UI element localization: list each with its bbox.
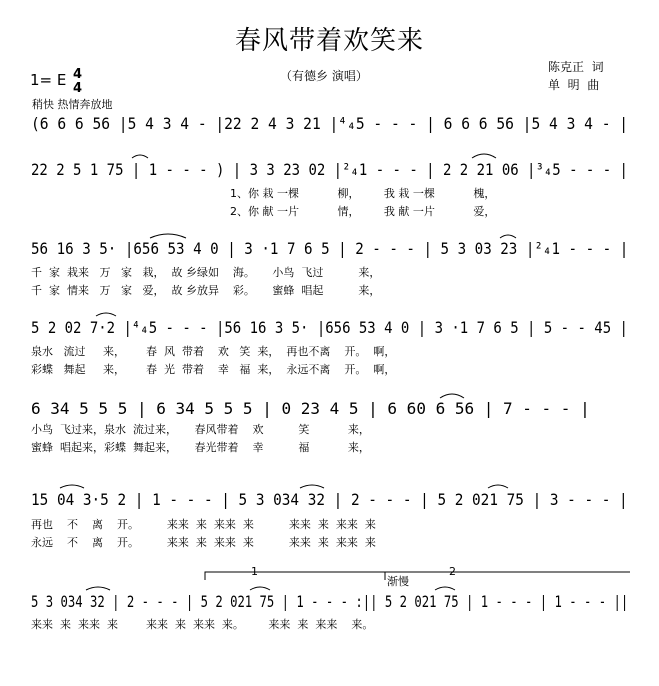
- slur: [472, 154, 496, 158]
- slur: [132, 155, 148, 158]
- slur: [440, 394, 464, 398]
- system-2-notes: 22 2 5 1 75 | 1 - - - ) | 3 3 23 02 |²₄1 - - - | 2 2 21 06 |³₄5 - - - |: [31, 160, 628, 179]
- slur: [300, 485, 324, 488]
- system-2-lyric-verse-2: 2、你 献 一片 情， 我 献 一片 爱，: [230, 205, 496, 218]
- slur: [488, 485, 508, 488]
- slur: [150, 234, 186, 238]
- slur: [500, 235, 516, 238]
- system-3-lyric-verse-2: 千 家 情来 万 家 爱， 故 乡放异 彩。 蜜蜂 唱起 来，: [31, 284, 381, 297]
- key-signature: 1= E: [30, 71, 67, 89]
- song-title: 春风带着欢笑来: [234, 26, 424, 56]
- tempo-change-marking: 渐慢: [387, 575, 409, 588]
- system-5-notes: 6 34 5 5 5 | 6 34 5 5 5 | 0 23 4 5 | 6 60 6 56 | 7 - - - |: [31, 399, 590, 418]
- system-6-notes: 15 04 3·5 2 | 1 - - - | 5 3 034 32 | 2 - - - | 5 2 021 75 | 3 - - - |: [31, 490, 628, 509]
- system-6-lyric-verse-2: 永远 不 离 开。 来来 来 来来 来 来来 来 来来 来: [31, 536, 376, 549]
- singer-credit: （有德乡 演唱）: [280, 69, 368, 83]
- system-4-lyric-verse-1: 泉水 流过 来， 春 风 带着 欢 笑 来， 再也不离 开。 啊，: [31, 345, 396, 358]
- system-6-lyric-verse-1: 再也 不 离 开。 来来 来 来来 来 来来 来 来来 来: [31, 518, 376, 531]
- system-5-lyric-verse-1: 小鸟 飞过来，泉水 流过来， 春风带着 欢 笑 来，: [31, 423, 370, 436]
- system-4-lyric-verse-2: 彩蝶 舞起 来， 春 光 带着 幸 福 来， 永远不离 开。 啊，: [31, 363, 396, 376]
- slur: [96, 313, 116, 316]
- system-3-lyric-verse-1: 千 家 栽来 万 家 栽， 故 乡绿如 海。 小鸟 飞过 来，: [31, 266, 381, 279]
- system-2-lyric-verse-1: 1、你 栽 一棵 柳， 我 栽 一棵 槐，: [230, 187, 496, 200]
- first-ending-bracket: [205, 572, 385, 580]
- system-4-notes: 5 2 02 7·2 |⁴₄5 - - - |56 16 3 5· |656 53 4 0 | 3 ·1 7 6 5 | 5 - - 45 |: [31, 318, 628, 337]
- time-signature-bottom: 4: [73, 81, 83, 96]
- system-5-lyric-verse-2: 蜜蜂 唱起来，彩蝶 舞起来， 春光带着 幸 福 来，: [31, 441, 370, 454]
- system-1-notes: (6 6 6 56 |5 4 3 4 - |22 2 4 3 21 |⁴₄5 - - - | 6 6 6 56 |5 4 3 4 - |: [31, 114, 629, 133]
- time-signature-top: 4: [73, 67, 83, 82]
- first-ending-number: 1: [251, 565, 258, 578]
- second-ending-bracket: [385, 572, 630, 580]
- system-3-notes: 56 16 3 5· |656 53 4 0 | 3 ·1 7 6 5 | 2 - - - | 5 3 03 23 |²₄1 - - - |: [31, 239, 629, 258]
- lyricist-credit: 陈克正 词: [548, 60, 604, 74]
- slur: [435, 587, 455, 590]
- slur: [60, 485, 84, 488]
- system-7-lyric: 来来 来 来来 来 来来 来 来来 来。 来来 来 来来 来。: [31, 618, 374, 631]
- slur: [86, 587, 110, 590]
- second-ending-number: 2: [449, 565, 456, 578]
- tempo-marking: 稍快 热情奔放地: [32, 98, 113, 111]
- composer-credit: 单 明 曲: [548, 78, 600, 92]
- system-7-notes: 5 3 034 32 | 2 - - - | 5 2 021 75 | 1 - - - :|| 5 2 021 75 | 1 - - - | 1 - - - ||: [31, 592, 629, 611]
- slur: [250, 587, 270, 590]
